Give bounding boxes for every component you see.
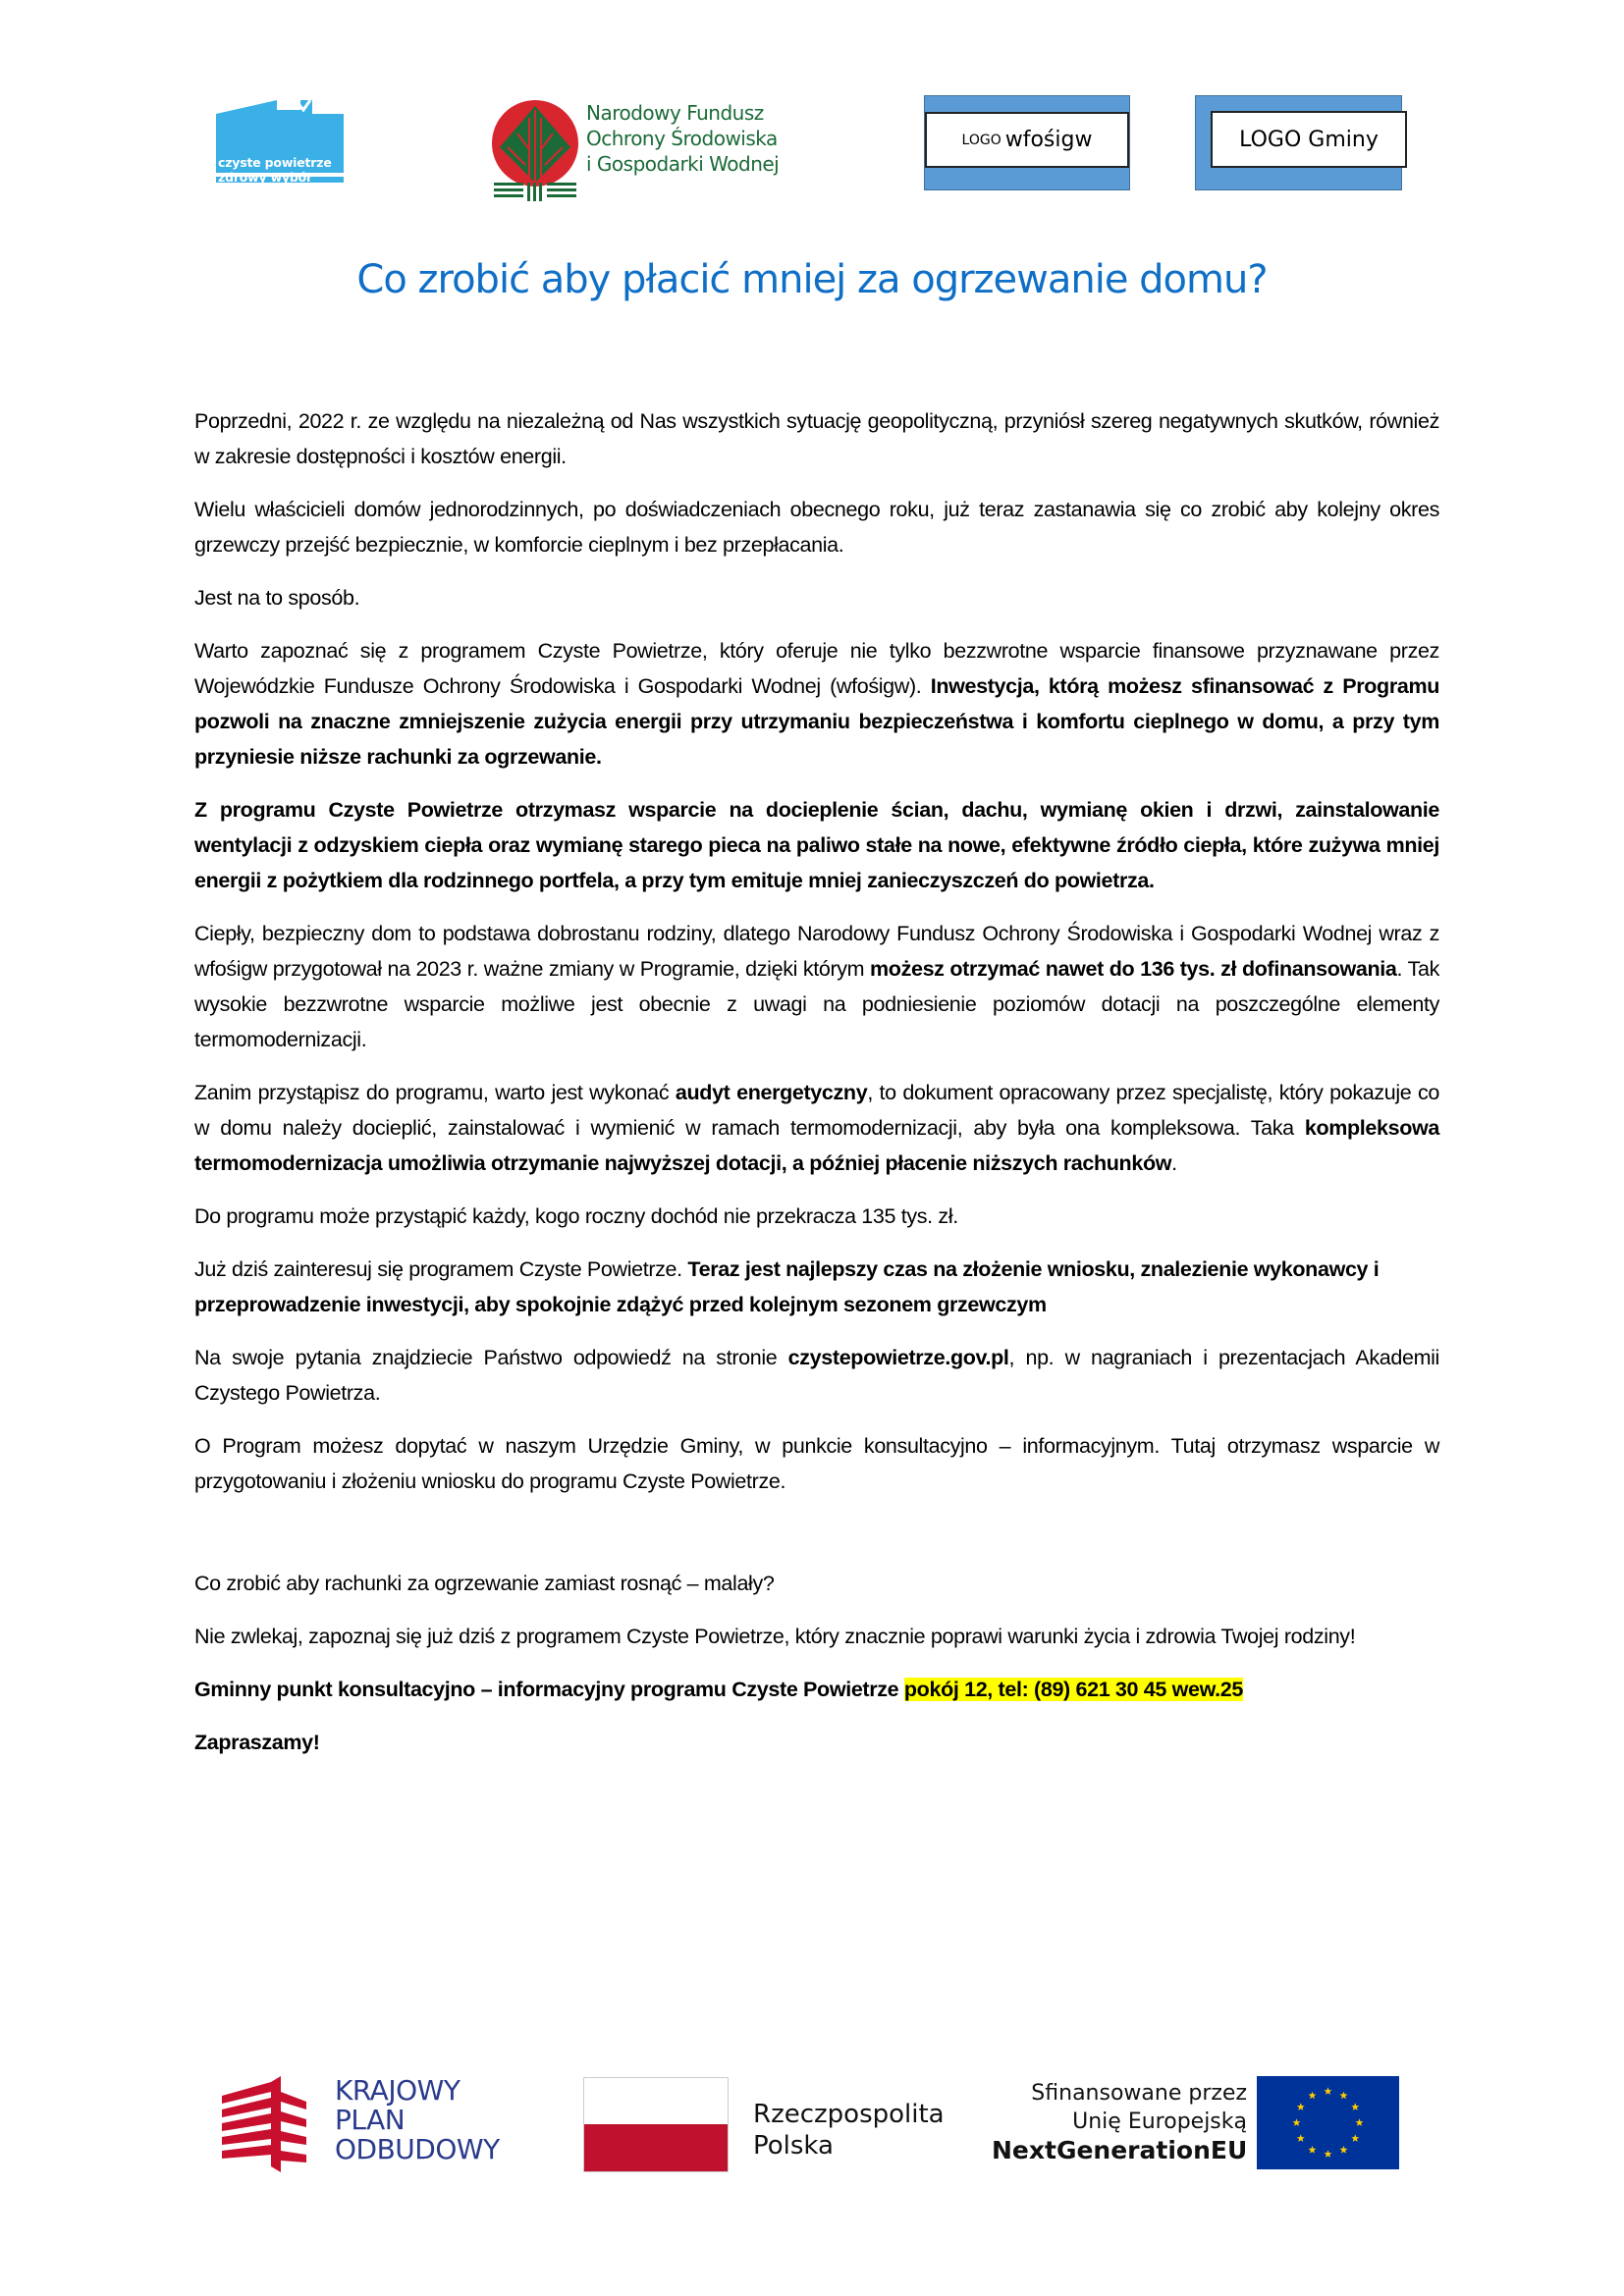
- paragraph-gmina-office: O Program możesz dopytać w naszym Urzędzie Gminy, w punkcie konsultacyjno – informacyjnym. Tutaj otrzymasz wsparcie w przygotowaniu i złożeniu wniosku do programu Czyste Powietrze.: [194, 1434, 1439, 1493]
- paragraph-website: [194, 1340, 1439, 1411]
- text-run: Warto zapoznać się z programem Czyste Powietrze, który oferuje nie tylko bezzwrotne wsparcie finansowe przyznawane przez Wojewódzkie Fundusze Ochrony Środowiska i Gospodarki Wodnej (wfośigw).: [194, 639, 1439, 698]
- logo-line: Unię Europejską: [1072, 2109, 1247, 2134]
- logo-line: czyste powietrze: [218, 155, 332, 170]
- contact-highlight: pokój 12, tel: (89) 621 30 45 wew.25: [903, 1678, 1244, 1701]
- text-run-bold: audyt energetyczny: [675, 1081, 868, 1104]
- logo-line: Sfinansowane przez: [1031, 2081, 1247, 2106]
- gmina-logo-label: LOGO Gminy: [1211, 111, 1407, 168]
- text-run-bold: Z programu Czyste Powietrze otrzymasz wsparcie na docieplenie ścian, dachu, wymianę okien i drzwi, zainstalowanie wentylacji z odzyskiem ciepła oraz wymianę starego pieca na paliwo stałe na nowe, efektywne źródło ciepła, które zużywa mniej energii z pożytkiem dla rodzinnego portfela, a przy tym emituje mniej zanieczyszczeń do powietrza.: [194, 798, 1439, 892]
- text-run-bold: Zapraszamy!: [194, 1731, 320, 1754]
- logo-line: ODBUDOWY: [335, 2133, 500, 2165]
- page-title: Co zrobić aby płacić mniej za ogrzewanie domu?: [356, 257, 1268, 302]
- kpo-logo: [222, 2076, 546, 2174]
- text-run: Na swoje pytania znajdziecie Państwo odpowiedź na stronie: [194, 1346, 788, 1369]
- eu-star-icon: [1340, 2092, 1348, 2100]
- paragraph-question: Co zrobić aby rachunki za ogrzewanie zamiast rosnąć – malały?: [194, 1572, 775, 1595]
- paragraph-support-scope: [194, 792, 1439, 898]
- text-run: Już dziś zainteresuj się programem Czyste Powietrze.: [194, 1257, 688, 1281]
- gmina-logo-placeholder: [1195, 95, 1402, 190]
- paragraph-income-limit: Do programu może przystąpić każdy, kogo roczny dochód nie przekracza 135 tys. zł.: [194, 1204, 958, 1228]
- czyste-powietrze-logo-text: [218, 155, 340, 185]
- eu-star-icon: [1325, 2150, 1332, 2158]
- eu-flag-icon: [1257, 2076, 1399, 2169]
- paragraph-program-intro: [194, 633, 1439, 774]
- flag-white-stripe: [584, 2078, 728, 2124]
- eu-star-icon: [1351, 2103, 1359, 2110]
- eu-star-icon: [1293, 2118, 1301, 2126]
- text-run: .: [1171, 1151, 1177, 1175]
- logo-line: Narodowy Fundusz: [586, 101, 764, 125]
- nfosigw-logo-text: [586, 100, 779, 177]
- paragraph-audit: [194, 1075, 1439, 1181]
- text-run-bold: Inwestycja, którą możesz sfinansować z Programu pozwoli na znaczne zmniejszenie zużycia energii przy utrzymaniu bezpieczeństwa i komfortu cieplnego w domu, a przy tym przyniesie niższe rachunki za ogrzewanie.: [194, 674, 1440, 769]
- eu-star-icon: [1340, 2146, 1348, 2154]
- eu-star-icon: [1297, 2134, 1305, 2142]
- text-run: , to dokument opracowany przez specjalistę, który pokazuje co w domu należy docieplić, zainstalować i wymienić w ramach termomodernizacji, aby była ona kompleksowa. Taka: [194, 1081, 1439, 1140]
- rzeczpospolita-polska-text: [753, 2099, 945, 2162]
- website-link[interactable]: czystepowietrze.gov.pl: [787, 1346, 1009, 1369]
- placeholder-name: wfośigw: [1004, 128, 1093, 152]
- paragraph-encourage: Nie zwlekaj, zapoznaj się już dziś z programem Czyste Powietrze, który znacznie poprawi warunki życia i zdrowia Twojej rodziny!: [194, 1625, 1356, 1648]
- eu-star-icon: [1309, 2092, 1317, 2100]
- logo-line: NextGenerationEU: [992, 2136, 1248, 2164]
- placeholder-prefix: LOGO: [961, 132, 1001, 148]
- eu-star-icon: [1309, 2146, 1317, 2154]
- logo-line: Rzeczpospolita: [753, 2100, 945, 2129]
- paragraph-solution: Jest na to sposób.: [194, 586, 360, 610]
- text-run-bold: Gminny punkt konsultacyjno – informacyjny programu Czyste Powietrze: [194, 1678, 904, 1701]
- nfosigw-logo: [490, 98, 804, 201]
- paragraph-intro: Poprzedni, 2022 r. ze względu na niezależną od Nas wszystkich sytuację geopolityczną, przyniósł szereg negatywnych skutków, również w zakresie dostępności i kosztów energii.: [194, 409, 1439, 468]
- eu-stars: [1257, 2076, 1399, 2169]
- eu-star-icon: [1356, 2118, 1364, 2126]
- logo-line: Ochrony Środowiska: [586, 127, 778, 150]
- text-run-bold: kompleksowa termomodernizacja umożliwia otrzymanie najwyższej dotacji, a później płacenie niższych rachunków: [194, 1116, 1439, 1175]
- kpo-logo-text: [335, 2076, 500, 2164]
- text-run: . Tak wysokie bezzwrotne wsparcie możliwe jest obecnie z uwagi na podniesienie poziomów dotacji na poszczególne elementy termomodernizacji.: [194, 957, 1439, 1051]
- text-run: Zanim przystąpisz do programu, warto jest wykonać: [194, 1081, 676, 1104]
- document-body: [194, 403, 1439, 1778]
- logo-line: i Gospodarki Wodnej: [586, 152, 780, 176]
- paragraph-homeowners: Wielu właścicieli domów jednorodzinnych, po doświadczeniach obecnego roku, już teraz zastanawia się co zrobić aby kolejny okres grzewczy przejść bezpiecznie, w komforcie cieplnym i bez przepłacania.: [194, 498, 1439, 557]
- logo-line: Polska: [753, 2131, 834, 2161]
- paragraph-funding: [194, 916, 1439, 1057]
- flag-red-stripe: [584, 2124, 728, 2171]
- logo-line: zdrowy wybór: [218, 170, 313, 185]
- text-run-bold: możesz otrzymać nawet do 136 tys. zł dofinansowania: [870, 957, 1397, 981]
- logo-line: PLAN: [335, 2104, 406, 2136]
- czyste-powietrze-logo: [216, 100, 344, 183]
- spacer: [194, 1517, 1439, 1566]
- paragraph-contact: [194, 1672, 1439, 1707]
- text-run-bold: Teraz jest najlepszy czas na złożenie wniosku, znalezienie wykonawcy i przeprowadzenie inwestycji, aby spokojnie zdążyć przed kolejnym sezonem grzewczym: [194, 1257, 1380, 1316]
- paragraph-invite: [194, 1725, 1439, 1760]
- wfosigw-logo-placeholder: [924, 95, 1130, 190]
- eu-star-icon: [1297, 2103, 1305, 2110]
- wfosigw-logo-label: [925, 112, 1129, 168]
- polish-flag-icon: [583, 2077, 729, 2172]
- paragraph-call-to-action: [194, 1252, 1439, 1322]
- nfosigw-tree-icon: [490, 98, 580, 201]
- text-run: , np. w nagraniach i prezentacjach Akademii Czystego Powietrza.: [194, 1346, 1439, 1405]
- eu-star-icon: [1351, 2134, 1359, 2142]
- kpo-building-icon: [222, 2076, 320, 2174]
- eu-funding-text: [992, 2079, 1247, 2164]
- logo-line: KRAJOWY: [335, 2074, 460, 2107]
- eu-star-icon: [1325, 2087, 1332, 2095]
- text-run: Ciepły, bezpieczny dom to podstawa dobrostanu rodziny, dlatego Narodowy Fundusz Ochrony Środowiska i Gospodarki Wodnej wraz z wfośigw przygotował na 2023 r. ważne zmiany w Programie, dzięki którym: [194, 922, 1439, 981]
